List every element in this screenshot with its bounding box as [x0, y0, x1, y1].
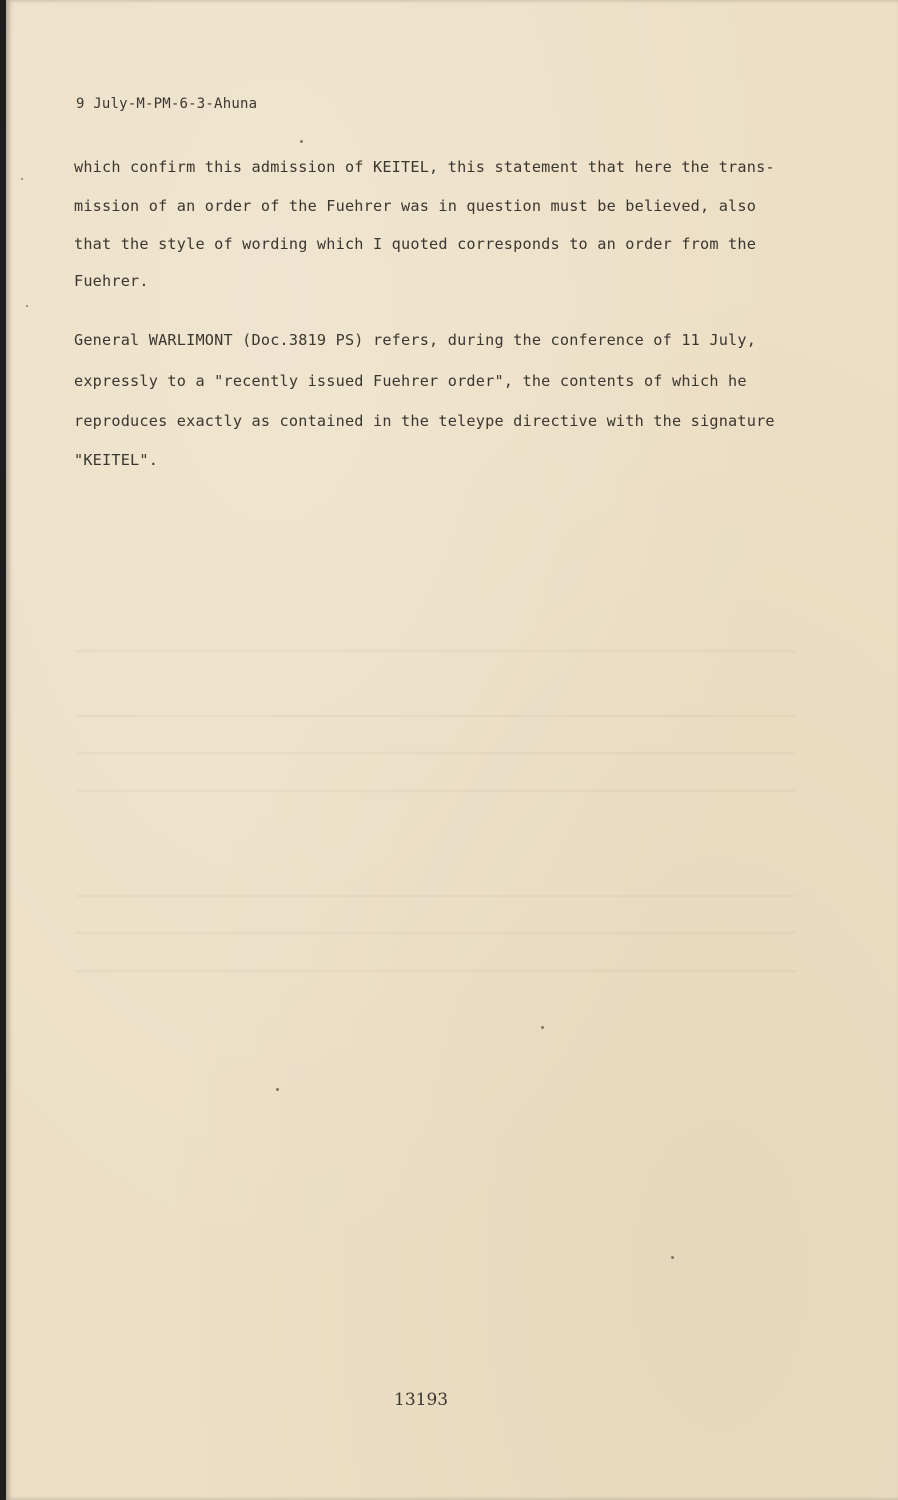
paper-speck — [21, 178, 23, 180]
paragraph-2-line-4: "KEITEL". — [74, 451, 159, 469]
paragraph-2-line-2: expressly to a "recently issued Fuehrer order", the contents of which he — [74, 372, 747, 390]
paper-speck — [541, 1026, 544, 1029]
paragraph-2-line-3: reproduces exactly as contained in the teleype directive with the signature — [74, 412, 775, 430]
bleed-through-mark — [76, 715, 796, 717]
bleed-through-mark — [76, 650, 796, 652]
paper-speck — [300, 140, 303, 143]
bleed-through-mark — [76, 970, 796, 972]
page-number: 13193 — [394, 1390, 449, 1410]
paragraph-2-line-1: General WARLIMONT (Doc.3819 PS) refers, during the conference of 11 July, — [74, 331, 757, 349]
bleed-through-mark — [76, 752, 796, 754]
paper-speck — [671, 1256, 674, 1259]
bleed-through-mark — [76, 895, 796, 897]
bleed-through-mark — [76, 932, 796, 934]
paper-speck — [26, 305, 28, 307]
document-page — [6, 0, 898, 1500]
document-header: 9 July-M-PM-6-3-Ahuna — [76, 96, 258, 112]
bleed-through-mark — [76, 790, 796, 792]
paper-speck — [276, 1088, 279, 1091]
paragraph-1-line-2: mission of an order of the Fuehrer was in question must be believed, also — [74, 197, 757, 215]
paragraph-1-line-1: which confirm this admission of KEITEL, this statement that here the trans- — [74, 158, 775, 176]
paragraph-1-line-4: Fuehrer. — [74, 272, 149, 290]
paragraph-1-line-3: that the style of wording which I quoted corresponds to an order from the — [74, 235, 757, 253]
